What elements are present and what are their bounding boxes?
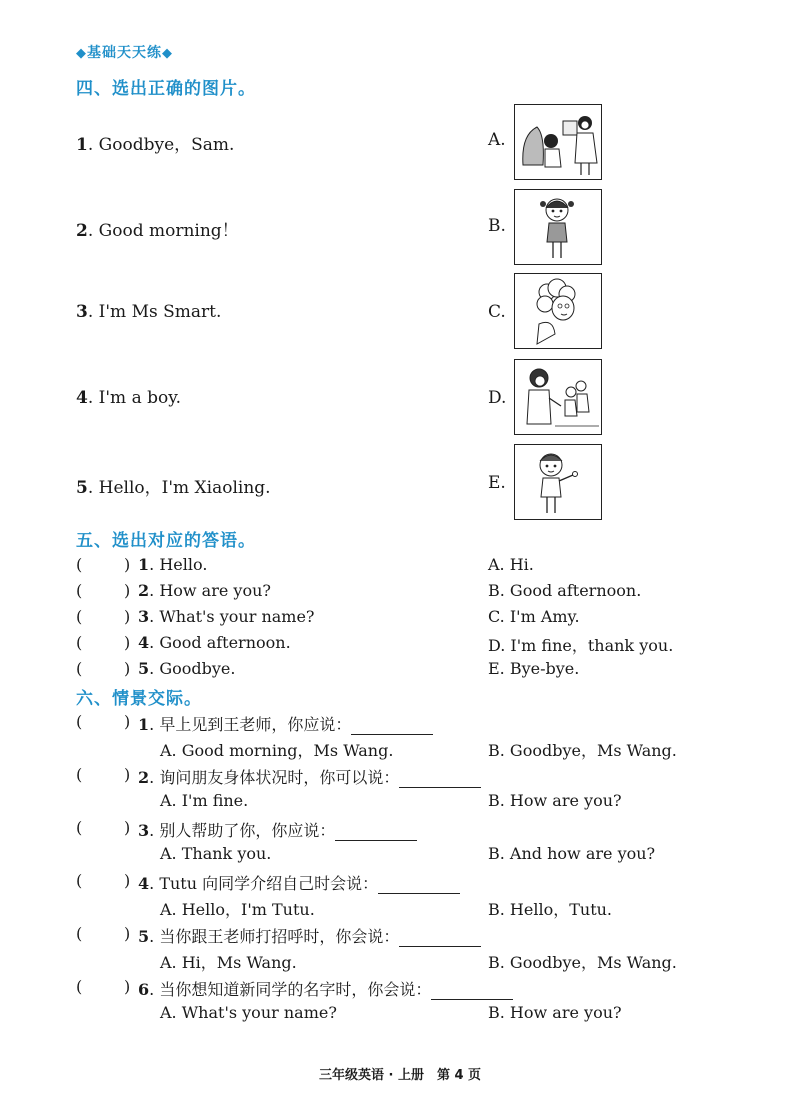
s5-item-5: 5. Goodbye. (138, 659, 236, 678)
s6-question-1: 1. 早上见到王老师，你应说： (138, 712, 433, 735)
s6-question-5: 5. 当你跟王老师打招呼时，你会说： (138, 924, 481, 947)
boy-waving-illustration (515, 445, 601, 519)
fill-in-line (399, 930, 481, 947)
s5-item-2: 2. How are you? (138, 581, 271, 600)
picture-b (514, 189, 602, 265)
s4-option-c: C. (488, 302, 506, 322)
s4-question-4: 4. I'm a boy. (76, 388, 181, 408)
s5-item-1: 1. Hello. (138, 555, 208, 574)
s6-q1-option-a: A. Good morning，Ms Wang. (160, 741, 394, 760)
s5-item-4: 4. Good afternoon. (138, 633, 291, 652)
two-people-waving-goodbye-illustration (515, 105, 601, 179)
s4-option-b: B. (488, 216, 506, 236)
s4-option-a: A. (488, 130, 506, 150)
s6-q6-option-a: A. What's your name? (160, 1003, 337, 1022)
s6-question-6: 6. 当你想知道新同学的名字时，你会说： (138, 977, 513, 1000)
s6-q4-option-a: A. Hello，I'm Tutu. (160, 900, 315, 919)
fill-in-line (335, 824, 417, 841)
picture-a (514, 104, 602, 180)
woman-teacher-and-children-illustration (515, 360, 601, 434)
fill-in-line (378, 877, 460, 894)
s6-q6-option-b: B. How are you? (488, 1003, 622, 1022)
picture-c (514, 273, 602, 349)
picture-e (514, 444, 602, 520)
s6-q5-option-a: A. Hi，Ms Wang. (160, 953, 297, 972)
s6-question-3: 3. 别人帮助了你，你应说： (138, 818, 417, 841)
s4-question-5: 5. Hello，I'm Xiaoling. (76, 478, 271, 498)
badge-text: 基础天天练 (87, 45, 162, 61)
s5-answer-e: E. Bye-bye. (488, 659, 580, 678)
section4-title: 四、选出正确的图片。 (76, 79, 256, 99)
s4-question-3: 3. I'm Ms Smart. (76, 302, 222, 322)
diamond-icon: ◆ (76, 46, 87, 61)
s6-question-4: 4. Tutu 向同学介绍自己时会说： (138, 871, 460, 894)
s6-q1-option-b: B. Goodbye，Ms Wang. (488, 741, 677, 760)
s4-option-e: E. (488, 473, 506, 493)
s6-q2-option-b: B. How are you? (488, 791, 622, 810)
s5-answer-d: D. I'm fine，thank you. (488, 636, 674, 655)
s4-question-1: 1. Goodbye，Sam. (76, 135, 235, 155)
section5-title: 五、选出对应的答语。 (76, 531, 256, 551)
section-badge (76, 42, 173, 62)
diamond-icon: ◆ (162, 46, 173, 61)
s5-answer-a: A. Hi. (488, 555, 534, 574)
fill-in-line (431, 983, 513, 1000)
s6-q5-option-b: B. Goodbye，Ms Wang. (488, 953, 677, 972)
s6-q3-option-b: B. And how are you? (488, 844, 656, 863)
fill-in-line (351, 718, 433, 735)
s5-answer-c: C. I'm Amy. (488, 607, 580, 626)
s5-item-3: 3. What's your name? (138, 607, 315, 626)
s4-question-2: 2. Good morning！ (76, 221, 239, 241)
s4-option-d: D. (488, 388, 507, 408)
section6-title: 六、情景交际。 (76, 689, 202, 709)
girl-with-pigtails-illustration (515, 190, 601, 264)
s6-q2-option-a: A. I'm fine. (160, 791, 249, 810)
fill-in-line (399, 771, 481, 788)
woman-with-curly-hair-illustration (515, 274, 601, 348)
s6-question-2: 2. 询问朋友身体状况时，你可以说： (138, 765, 481, 788)
page-footer: 三年级英语 · 上册 第 4 页 (318, 1068, 482, 1083)
s5-answer-b: B. Good afternoon. (488, 581, 642, 600)
s6-q3-option-a: A. Thank you. (160, 844, 272, 863)
s6-q4-option-b: B. Hello，Tutu. (488, 900, 613, 919)
picture-d (514, 359, 602, 435)
